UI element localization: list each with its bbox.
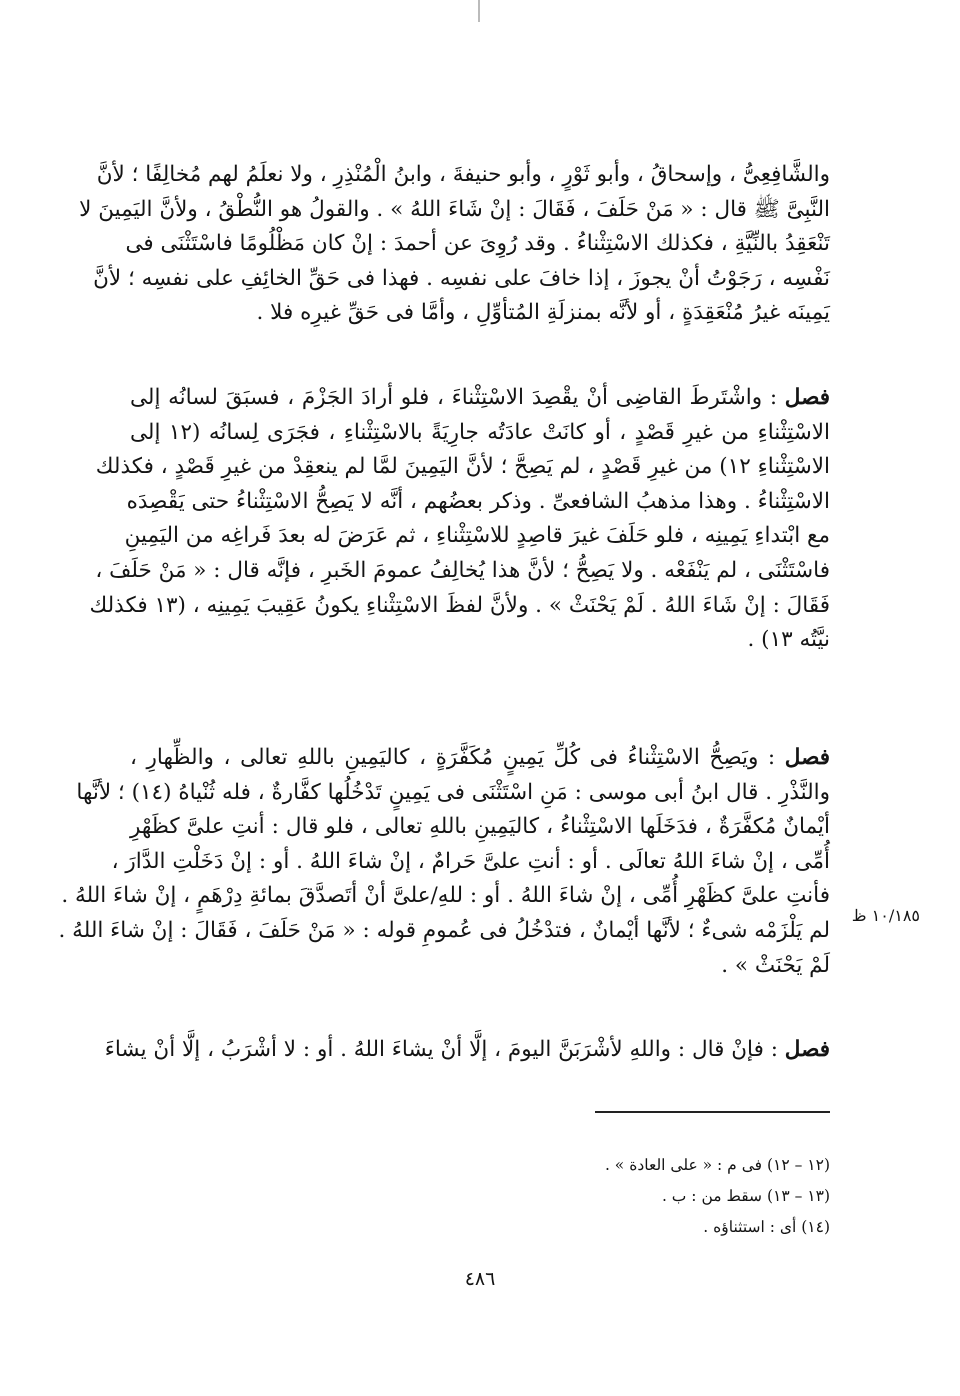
text-line: النَّبِىَّ ﷺ قال : « مَنْ حَلَفَ ، فَقَالَ : إنْ شَاءَ اللهُ » . والقولُ هو النُّطْقُ ، ولأنَّ اليَمِينَ لا xyxy=(79,196,830,222)
scan-mark xyxy=(478,0,480,22)
text-line: والشَّافِعِىُّ ، وإسحاقُ ، وأبو ثَوْرٍ ، وأبو حنيفةَ ، وابنُ الْمُنْذِرِ ، ولا نعلَمُ لهم مُخالِفًا ؛ لأنَّ xyxy=(96,162,830,187)
text-line: نيَّتُه ١٣) . xyxy=(747,627,830,653)
text-run: : ويَصِحُّ الاسْتِثْناءُ فى كُلِّ يَمِينٍ مُكَفَّرَةٍ ، كاليَمِينِ باللهِ تعالى ، والظِّهارِ ، xyxy=(130,745,785,770)
text-line-first xyxy=(130,381,830,416)
paragraph-1 xyxy=(79,158,830,331)
paragraph-4 xyxy=(104,1033,830,1068)
text-line: والنَّذْرِ . قال ابنُ أبى موسى : مَنِ اسْتَثْنَى فى يَمِينٍ تَدْخُلُها كفَّارةٌ ، فله ثُنْياهُ (١٤) ؛ لأنَّها xyxy=(76,779,830,805)
page-number: ٤٨٦ xyxy=(464,1268,496,1290)
text-line: فَقَالَ : إنْ شَاءَ اللهُ . لَمْ يَحْنَثْ » . ولأنَّ لفظَ الاسْتِثْناءِ يكونُ عَقِيبَ يَمِينِه ، (١٣ فكذلك xyxy=(89,592,830,618)
footnotes xyxy=(430,1150,830,1243)
text-line-first xyxy=(104,1033,830,1068)
text-line: فأنتِ علىَّ كظَهْرِ أُمِّى ، إنْ شاءَ اللهُ . أو : للهِ/علىَّ أنْ أتَصدَّقَ بمائةِ دِرْهَمٍ ، إنْ شاءَ اللهُ . xyxy=(61,883,830,909)
paragraph-2 xyxy=(89,381,831,658)
footnote: (١٢ – ١٢) فى م : « على العادة » . xyxy=(604,1156,830,1174)
footnote: (١٤) أى : استثناؤه . xyxy=(703,1218,830,1236)
footnote-divider xyxy=(595,1111,830,1113)
section-heading: فصل xyxy=(784,1037,830,1062)
text-line: الاسْتِثْناءِ من غيرِ قَصْدٍ ، أو كانَتْ عادَتُه جارِيَةً بالاسْتِثْناءِ ، فجَرَى لِسانُه (١٢ إلى xyxy=(130,419,831,445)
text-line: أيْمانٌ مُكفَّرَةٌ ، فدَخَلَها الاسْتِثْناءُ ، كاليَمِينِ باللهِ تعالى ، فلو قال : أنتِ علىَّ كظَهْرِ xyxy=(130,814,830,840)
section-heading: فصل xyxy=(784,385,830,410)
text-line: لم يَلْزَمْه شىءٌ ؛ لأنَّها أيْمانٌ ، فتدْخُلُ فى عُمومِ قوله : « مَنْ حَلَفَ ، فَقَالَ : إنْ شاءَ اللهُ . xyxy=(58,917,830,943)
text-line: لَمْ يَحْنَثْ » . xyxy=(721,952,830,978)
text-line: الاسْتِثْناءُ . وهذا مذهبُ الشافعىِّ . وذكر بعضُهم ، أنَّه لا يَصِحُّ الاسْتِثْناءُ حتى يَقْصِدَه xyxy=(126,488,830,514)
text-line: فاسْتَثْنَى ، لم يَنْفَعْه . ولا يَصِحُّ ؛ لأنَّ هذا يُخالِفُ عمومَ الخَبرِ ، فإنَّه قال : « مَنْ حَلَفَ ، xyxy=(95,557,830,583)
text-line: تَنْعَقِدُ بالنِّيَّةِ ، فكذلك الاسْتِثْناءُ . وقد رُوِىَ عن أحمدَ : إنْ كان مَظْلُومًا فاسْتَثْنَى فى xyxy=(125,231,830,257)
text-line: مع ابْتداءِ يَمِينِه ، فلو حَلَفَ غيرَ قاصِدٍ للاسْتِثْناءِ ، ثم عَرَضَ له بعدَ فَراغِه من اليَمِينِ xyxy=(124,523,830,549)
text-line: أُمِّى ، إنْ شاءَ اللهُ تعالَى . أو : أنتِ علىَّ حَرامٌ ، إنْ شاءَ اللهُ . أو : إنْ دَخَلْتِ الدَّارَ ، xyxy=(111,848,830,874)
text-run: : واشْتَرطَ القاضِى أنْ يقْصِدَ الاسْتِثْناءَ ، فلو أرادَ الجَزْمَ ، فسبَقَ لسانُه إلى xyxy=(130,385,785,410)
section-heading: فصل xyxy=(784,745,830,770)
text-line: نَفْسِه ، رَجَوْتُ أنْ يجوزَ ، إذا خافَ على نفسِه . فهذا فى حَقِّ الخائِفِ على نفسِه ؛ لأنَّ xyxy=(93,265,830,291)
text-line: الاسْتِثْناءِ ١٢) من غيرِ قَصْدٍ ، لم يَصِحَّ ؛ لأنَّ اليَمِينَ لمَّا لم ينعقِدْ من غيرِ قَصْدٍ ، فكذلك xyxy=(95,454,830,480)
text-line: يَمِينَه غيرُ مُنْعَقِدَةٍ ، أو لأنَّه بمنزلَةِ المُتأوِّلِ ، وأمَّا فى حَقِّ غيرِه فلا . xyxy=(256,300,830,326)
text-run: : فإنْ قال : واللهِ لأشْرَبَنَّ اليومَ ، إلَّا أنْ يشاءَ اللهُ . أو : لا أشْرَبُ ، إلَّا أنْ يشاءَ xyxy=(104,1037,785,1062)
paragraph-3 xyxy=(58,741,830,983)
text-line-first xyxy=(130,741,830,776)
manuscript-folio-note: ١٠/١٨٥ ظ xyxy=(851,906,920,925)
footnote: (١٣ – ١٣) سقط من : ب . xyxy=(661,1187,830,1205)
